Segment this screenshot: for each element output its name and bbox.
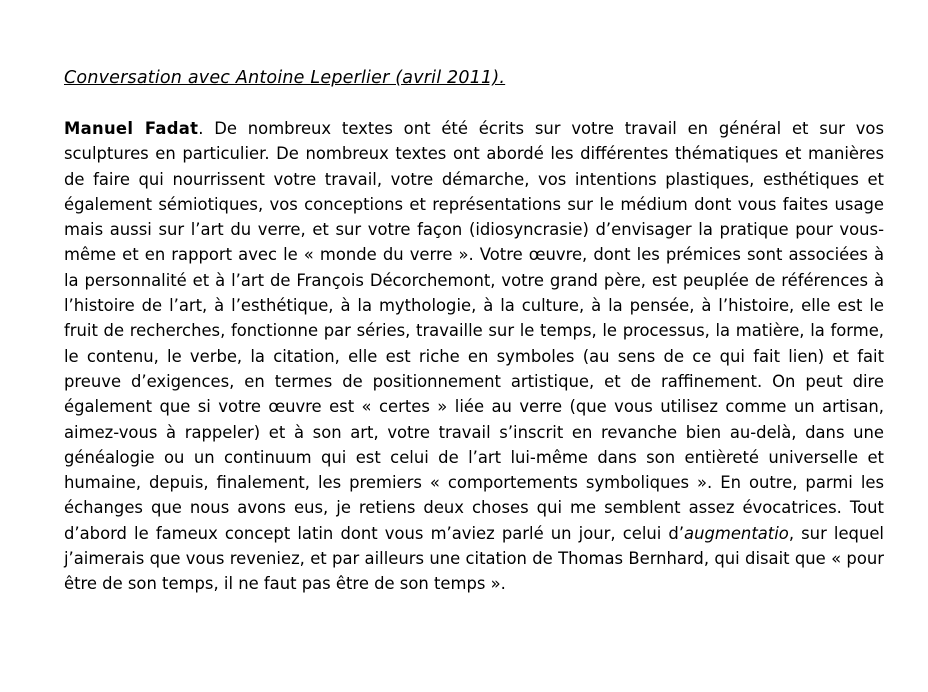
paragraph-text-part1: De nombreux textes ont été écrits sur votre travail en général et sur vos sculptures en particulier. De nombreux textes ont abordé les différentes thématiques et manières de faire qui nourrissent votre travail, votre démarche, vos intentions plastiques, esthétiques et également sémiotiques, vos conceptions et représentations sur le médium dont vous faites usage mais aussi sur l’art du verre, et sur votre façon (idiosyncrasie) d’envisager la pratique pour vous-même et en rapport avec le « monde du verre ». Votre œuvre, dont les prémices sont associées à la personnalité et à l’art de François Décorchemont, votre grand père, est peuplée de références à l’histoire de l’art, à l’esthétique, à la mythologie, à la culture, à la pensée, à l’histoire, elle est le fruit de recherches, fonctionne par séries, travaille sur le temps, le processus, la matière, la forme, le contenu, le verbe, la citation, elle est riche en symboles (au sens de ce qui fait lien) et fait preuve d’exigences, en termes de positionnement artistique, et de raffinement. On peut dire également que si votre œuvre est « certes » liée au verre (que vous utilisez comme un artisan, aimez-vous à rappeler) et à son art, votre travail s’inscrit en revanche bien au-delà, dans une généalogie ou un continuum qui est celui de l’art lui-même dans son entièreté universelle et humaine, depuis, finalement, les premiers « comportements symboliques ». En outre, parmi les échanges que nous avons eus, je retiens deux choses qui me semblent assez évocatrices. Tout d’abord le fameux concept latin dont vous m’aviez parlé un jour, celui d’ [64, 119, 884, 543]
paragraph-text-part2: , sur lequel j’aimerais que vous reveniez, et par ailleurs une citation de Thomas Bernhard, qui disait que « pour être de son temps, il ne faut pas être de son temps ». [64, 523, 884, 594]
speaker-punctuation: . [198, 119, 215, 138]
speaker-name: Manuel Fadat [64, 119, 199, 138]
document-title: Conversation avec Antoine Leperlier (avril 2011). [64, 68, 506, 88]
document-page [64, 64, 884, 597]
italic-term: augmentatio [684, 523, 789, 543]
question-paragraph [64, 116, 884, 597]
